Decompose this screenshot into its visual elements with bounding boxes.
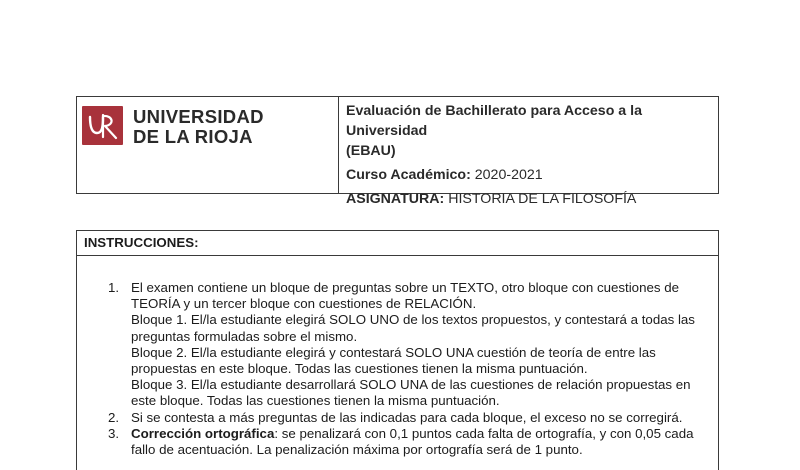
- item-number: 1.: [108, 280, 120, 295]
- item-line: El examen contiene un bloque de preguntas sobre un TEXTO, otro bloque con cuestiones de: [131, 280, 680, 295]
- university-logo-mark: [82, 106, 123, 145]
- item-line: Bloque 1. El/la estudiante elegirá SOLO UNO de los textos propuestos, y contestará a todas las: [131, 312, 695, 328]
- ur-monogram-icon: [86, 111, 120, 141]
- instructions-list: [77, 280, 718, 458]
- instruction-item-1: [77, 280, 718, 410]
- item-line: preguntas formuladas sobre el mismo.: [131, 328, 358, 344]
- exam-title-line2: (EBAU): [346, 143, 396, 159]
- exam-info: [346, 101, 716, 209]
- header-divider: [338, 97, 339, 193]
- instruction-item-2: [77, 410, 718, 426]
- curso-label: Curso Académico:: [346, 167, 471, 183]
- university-name-line2: DE LA RIOJA: [133, 126, 253, 147]
- asignatura-value: HISTORIA DE LA FILOSOFÍA: [448, 191, 637, 207]
- item-lead-rest: : se penalizará con 0,1 puntos cada falta de ortografía, y con 0,05 cada: [274, 425, 694, 441]
- item-line: este bloque. Todas las cuestiones tienen la misma puntuación.: [131, 393, 500, 409]
- item-bold-lead: Corrección ortográfica: [131, 425, 275, 441]
- instructions-box: [76, 230, 719, 470]
- item-line: propuestas en este bloque. Todas las cuestiones tienen la misma puntuación.: [131, 361, 588, 377]
- item-number: 2.: [108, 409, 120, 425]
- asignatura-row: [346, 189, 716, 209]
- item-line: TEORÍA y un tercer bloque con cuestiones de RELACIÓN.: [131, 296, 477, 312]
- curso-row: [346, 165, 716, 185]
- item-number: 3.: [108, 425, 120, 441]
- curso-value: 2020-2021: [474, 167, 543, 183]
- item-line: Si se contesta a más preguntas de las indicadas para cada bloque, el exceso no se corregirá.: [131, 409, 683, 425]
- exam-title-line1: Evaluación de Bachillerato para Acceso a la Universidad: [346, 103, 642, 139]
- instruction-item-3: [77, 426, 718, 458]
- item-line: Bloque 3. El/la estudiante desarrollará SOLO UNA de las cuestiones de relación propuestas en: [131, 377, 691, 393]
- item-line: fallo de acentuación. La penalización máxima por ortografía será de 1 punto.: [131, 442, 583, 458]
- exam-header: [76, 96, 719, 207]
- asignatura-label: ASIGNATURA:: [346, 191, 445, 207]
- university-name-line1: UNIVERSIDAD: [133, 106, 264, 127]
- instructions-heading: INSTRUCCIONES:: [77, 231, 718, 256]
- item-line: Bloque 2. El/la estudiante elegirá y contestará SOLO UNA cuestión de teoría de entre las: [131, 344, 656, 360]
- university-name: [133, 107, 264, 147]
- item-line: [131, 426, 718, 442]
